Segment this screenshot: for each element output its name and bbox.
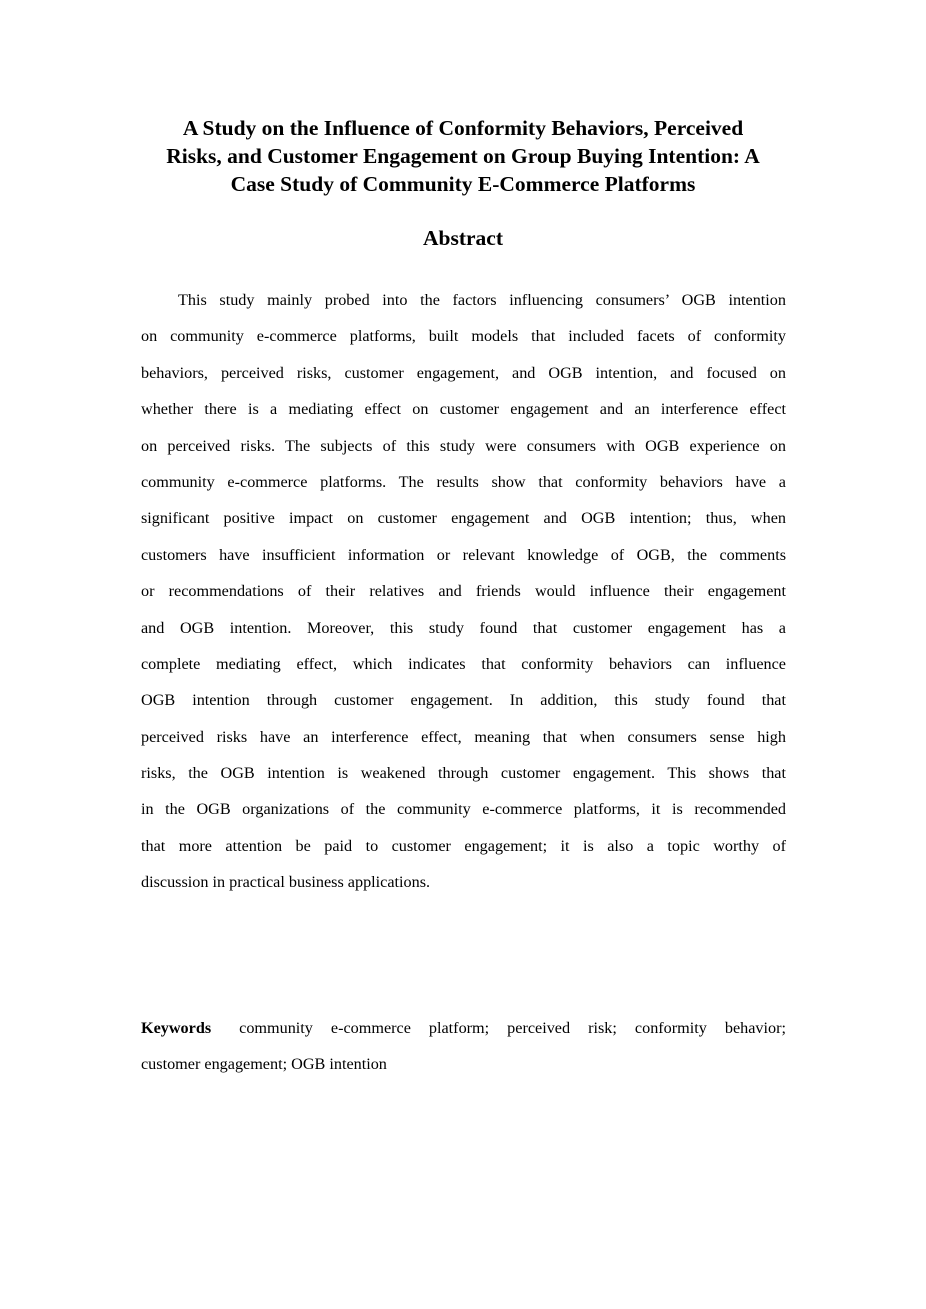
abstract-line: behaviors, perceived risks, customer engagement, and OGB intention, and focused on xyxy=(141,363,786,382)
abstract-line: on community e-commerce platforms, built models that included facets of conformity xyxy=(141,327,786,346)
abstract-line: customers have insufficient information or relevant knowledge of OGB, the comments xyxy=(141,545,786,564)
abstract-line: in the OGB organizations of the community e-commerce platforms, it is recommended xyxy=(141,800,786,819)
abstract-line: or recommendations of their relatives and friends would influence their engagement xyxy=(141,582,786,601)
abstract-line: community e-commerce platforms. The results show that conformity behaviors have a xyxy=(141,472,786,491)
keywords-text: community e-commerce platform; perceived risk; conformity behavior; xyxy=(239,1019,786,1037)
abstract-line: risks, the OGB intention is weakened through customer engagement. This shows that xyxy=(141,764,786,783)
abstract-line: significant positive impact on customer engagement and OGB intention; thus, when xyxy=(141,509,786,528)
abstract-line: whether there is a mediating effect on customer engagement and an interference effect xyxy=(141,400,786,419)
abstract-body xyxy=(141,288,786,907)
abstract-line: that more attention be paid to customer engagement; it is also a topic worthy of xyxy=(141,836,786,855)
abstract-line: complete mediating effect, which indicates that conformity behaviors can influence xyxy=(141,654,786,673)
abstract-line: OGB intention through customer engagement. In addition, this study found that xyxy=(141,691,786,710)
keywords-text: customer engagement; OGB intention xyxy=(141,1055,387,1074)
abstract-line: perceived risks have an interference effect, meaning that when consumers sense high xyxy=(141,727,786,746)
abstract-line: This study mainly probed into the factors influencing consumers’ OGB intention xyxy=(178,291,786,309)
title-line: A Study on the Influence of Conformity Behaviors, Perceived xyxy=(182,116,744,140)
title-line: Risks, and Customer Engagement on Group Buying Intention: A xyxy=(166,144,760,168)
abstract-line: on perceived risks. The subjects of this study were consumers with OGB experience on xyxy=(141,436,786,455)
abstract-line: discussion in practical business applications. xyxy=(141,873,431,892)
keywords-label: Keywords xyxy=(141,1019,212,1037)
abstract-line: and OGB intention. Moreover, this study found that customer engagement has a xyxy=(141,618,786,637)
abstract-heading: Abstract xyxy=(422,226,503,250)
keywords xyxy=(141,1016,786,1089)
title-line: Case Study of Community E-Commerce Platforms xyxy=(230,172,696,196)
paper-title xyxy=(100,114,826,198)
